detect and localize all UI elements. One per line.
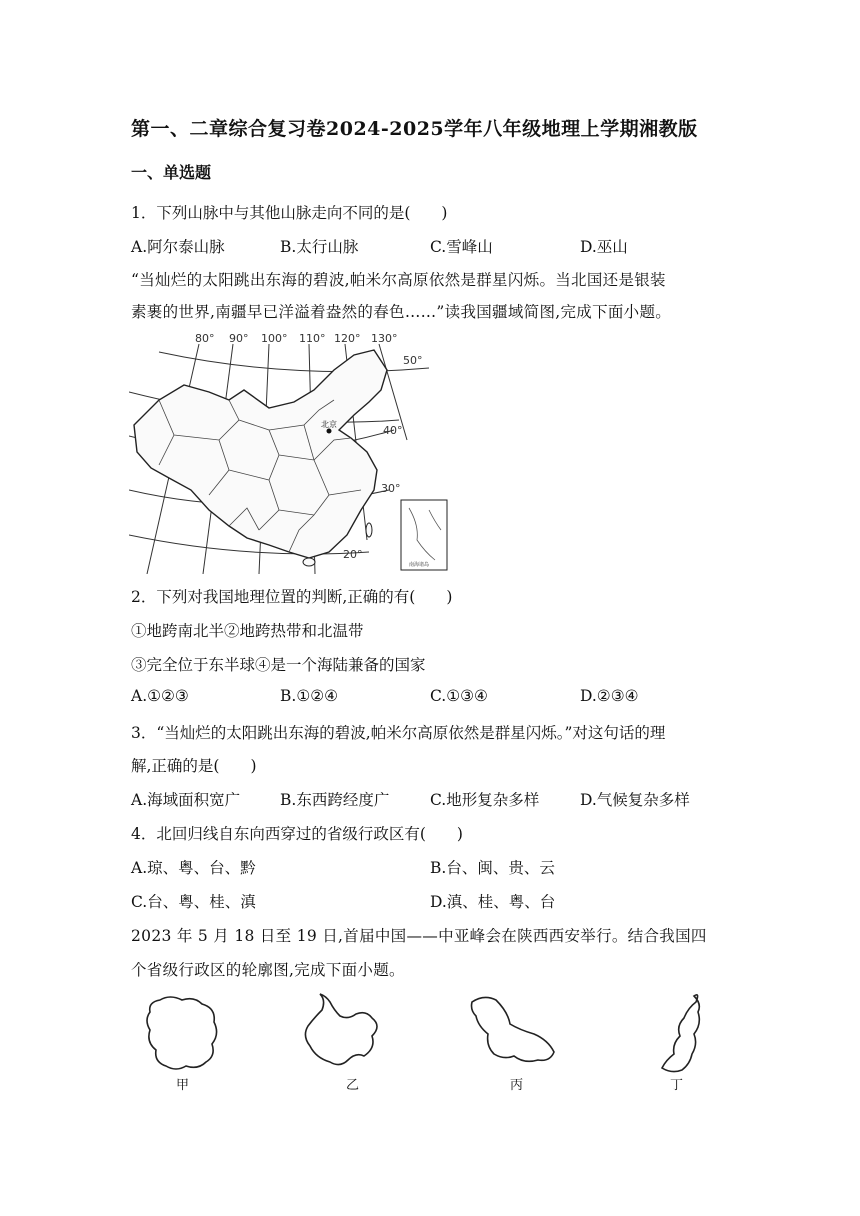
question-4-stem: 4．北回归线自东向西穿过的省级行政区有( ) — [131, 825, 463, 843]
lon-label-110: 110° — [299, 332, 326, 345]
outline-label-yi: 乙 — [346, 1078, 360, 1093]
lon-label-120: 120° — [334, 332, 361, 345]
q1-option-c: C.雪峰山 — [430, 238, 493, 256]
lat-label-30: 30° — [381, 482, 401, 495]
q2-option-b: B.①②④ — [280, 687, 339, 705]
q3-option-c: C.地形复杂多样 — [430, 791, 540, 809]
q4-option-a: A.琼、粤、台、黔 — [131, 859, 256, 877]
q4-option-d: D.滇、桂、粤、台 — [430, 893, 556, 911]
lon-label-100: 100° — [261, 332, 288, 345]
question-1-stem: 1．下列山脉中与其他山脉走向不同的是( ) — [131, 204, 448, 222]
q3-option-d: D.气候复杂多样 — [580, 791, 690, 809]
q4-option-c: C.台、粤、桂、滇 — [131, 893, 256, 911]
q1-option-b: B.太行山脉 — [280, 238, 359, 256]
outline-label-jia: 甲 — [176, 1078, 190, 1093]
q2-option-d: D.②③④ — [580, 687, 639, 705]
lat-label-20: 20° — [343, 548, 363, 561]
section-heading: 一、单选题 — [131, 163, 212, 182]
lat-label-40: 40° — [383, 424, 403, 437]
passage-2-line-1: 2023 年 5 月 18 日至 19 日,首届中国——中亚峰会在陕西西安举行。结合我国四 — [131, 927, 707, 945]
province-outline-ding — [640, 990, 750, 1090]
lon-label-80: 80° — [195, 332, 215, 345]
passage-1-line-2: 素裹的世界,南疆早已洋溢着盎然的春色……”读我国疆域简图,完成下面小题。 — [131, 303, 672, 321]
q4-option-b: B.台、闽、贵、云 — [430, 859, 555, 877]
outline-label-bing: 丙 — [510, 1078, 524, 1093]
page-title: 第一、二章综合复习卷2024-2025学年八年级地理上学期湘教版 — [131, 118, 698, 140]
q2-statements-line-1: ①地跨南北半②地跨热带和北温带 — [131, 622, 364, 640]
q2-option-c: C.①③④ — [430, 687, 488, 705]
q1-option-d: D.巫山 — [580, 238, 628, 256]
q3-option-b: B.东西跨经度广 — [280, 791, 390, 809]
inset-label: 南海诸岛 — [409, 562, 430, 568]
lon-label-130: 130° — [371, 332, 398, 345]
city-label-beijing: 北京 — [321, 420, 337, 429]
question-3-stem-line-1: 3．“当灿烂的太阳跳出东海的碧波,帕米尔高原依然是群星闪烁。”对这句话的理 — [131, 724, 666, 742]
lon-label-90: 90° — [229, 332, 249, 345]
lat-label-50: 50° — [403, 354, 423, 367]
province-outline-jia — [138, 990, 248, 1090]
passage-1-line-1: “当灿烂的太阳跳出东海的碧波,帕米尔高原依然是群星闪烁。当北国还是银装 — [131, 271, 666, 289]
passage-2-line-2: 个省级行政区的轮廓图,完成下面小题。 — [131, 961, 405, 979]
question-3-stem-line-2: 解,正确的是( ) — [131, 757, 257, 775]
q3-option-a: A.海域面积宽广 — [131, 791, 241, 809]
outline-label-ding: 丁 — [670, 1078, 684, 1093]
q1-option-a: A.阿尔泰山脉 — [131, 238, 225, 256]
q2-statements-line-2: ③完全位于东半球④是一个海陆兼备的国家 — [131, 656, 426, 674]
question-2-stem: 2．下列对我国地理位置的判断,正确的有( ) — [131, 588, 453, 606]
china-territory-map — [129, 330, 453, 574]
q2-option-a: A.①②③ — [131, 687, 189, 705]
